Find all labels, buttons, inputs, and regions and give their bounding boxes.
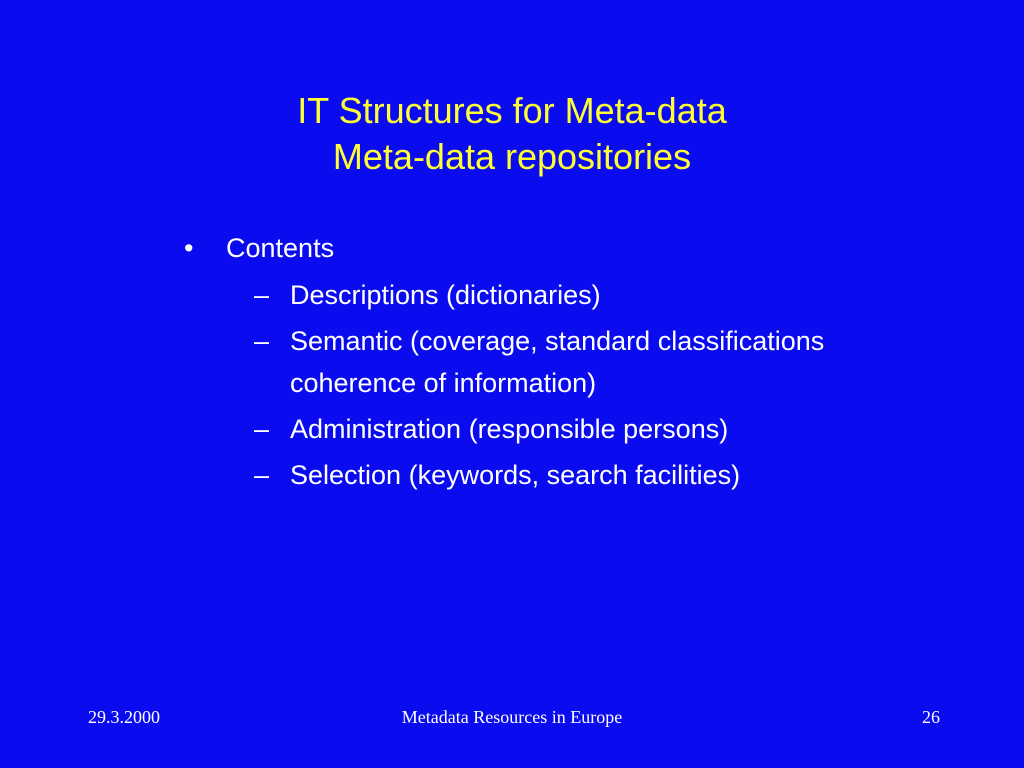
sub-item xyxy=(182,408,940,450)
sub-item xyxy=(182,454,940,496)
bullet-marker: • xyxy=(184,233,194,263)
sub-item-text: Semantic (coverage, standard classifications coherence of information) xyxy=(290,326,825,398)
bullet-item xyxy=(182,226,972,274)
sub-item-marker: – xyxy=(254,460,270,490)
slide-title xyxy=(100,88,924,180)
sub-item-marker: – xyxy=(254,326,270,356)
bullet-text: Contents xyxy=(226,233,335,263)
footer-page-number: 26 xyxy=(922,707,940,727)
title-line-2: Meta-data repositories xyxy=(332,136,692,177)
sub-item-marker: – xyxy=(254,280,270,310)
footer-title: Metadata Resources in Europe xyxy=(401,707,623,727)
sub-item-text: Selection (keywords, search facilities) xyxy=(290,460,741,490)
title-line-1: IT Structures for Meta-data xyxy=(297,90,727,131)
footer-date: 29.3.2000 xyxy=(88,707,160,727)
slide-body xyxy=(182,226,972,500)
sub-item-text: Descriptions (dictionaries) xyxy=(290,280,601,310)
sub-list xyxy=(182,274,972,496)
sub-item-text: Administration (responsible persons) xyxy=(290,414,729,444)
sub-item xyxy=(182,320,940,404)
sub-item xyxy=(182,274,940,316)
sub-item-marker: – xyxy=(254,414,270,444)
